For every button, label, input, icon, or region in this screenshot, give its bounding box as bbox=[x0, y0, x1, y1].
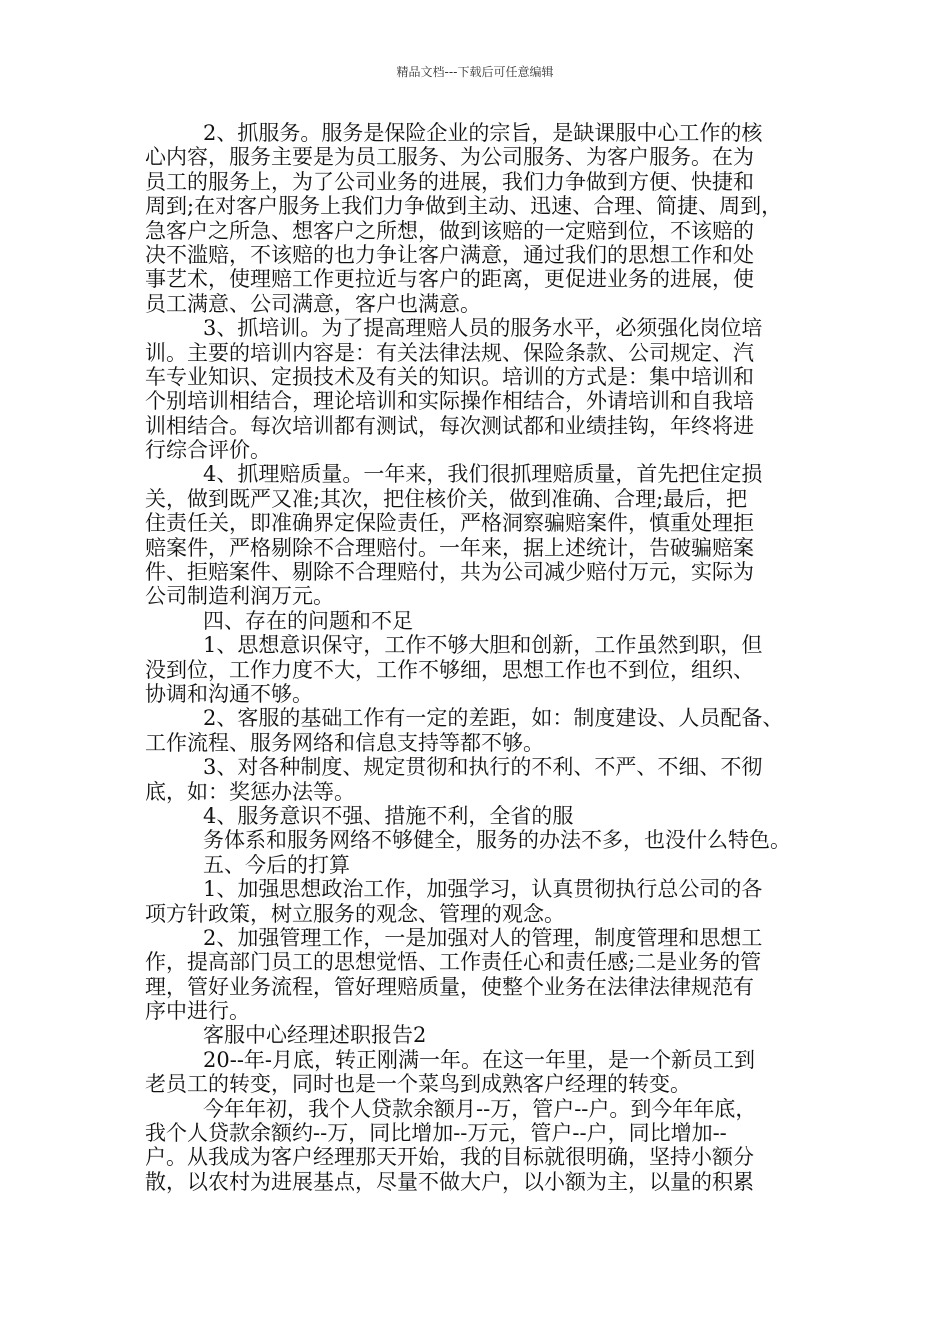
text-line: 4、抓理赔质量。一年来，我们很抓理赔质量，首先把住定损 bbox=[203, 462, 763, 487]
text-line: 底，如：奖惩办法等。 bbox=[145, 779, 355, 804]
text-line: 车专业知识、定损技术及有关的知识。培训的方式是：集中培训和 bbox=[145, 364, 754, 389]
text-line: 3、对各种制度、规定贯彻和执行的不利、不严、不细、不彻 bbox=[203, 755, 763, 780]
text-line: 理，管好业务流程，管好理赔质量，使整个业务在法律法律规范有 bbox=[145, 974, 754, 999]
text-line: 四、存在的问题和不足 bbox=[203, 608, 413, 633]
text-line: 作，提高部门员工的思想觉悟、工作责任心和责任感;二是业务的管 bbox=[145, 950, 762, 975]
text-line: 训。主要的培训内容是：有关法律法规、保险条款、公司规定、汽 bbox=[145, 340, 754, 365]
text-line: 五、今后的打算 bbox=[203, 852, 350, 877]
text-line: 20--年-月底，转正刚满一年。在这一年里，是一个新员工到 bbox=[203, 1047, 756, 1072]
text-line: 我个人贷款余额约--万，同比增加--万元，管户--户，同比增加-- bbox=[145, 1121, 727, 1146]
text-line: 员工满意、公司满意，客户也满意。 bbox=[145, 291, 481, 316]
text-line: 2、抓服务。服务是保险企业的宗旨，是缺课服中心工作的核 bbox=[203, 121, 763, 145]
text-line: 周到;在对客户服务上我们力争做到主动、迅速、合理、简捷、周到， bbox=[145, 194, 783, 219]
text-line: 行综合评价。 bbox=[145, 438, 271, 463]
text-line: 序中进行。 bbox=[145, 999, 250, 1024]
text-line: 老员工的转变，同时也是一个菜鸟到成熟客户经理的转变。 bbox=[145, 1072, 691, 1097]
text-line: 没到位，工作力度不大，工作不够细，思想工作也不到位，组织、 bbox=[145, 657, 754, 682]
text-line: 公司制造利润万元。 bbox=[145, 584, 334, 609]
text-line: 赔案件，严格剔除不合理赔付。一年来，据上述统计，告破骗赔案 bbox=[145, 535, 754, 560]
document-body bbox=[145, 121, 825, 1194]
text-line: 决不滥赔，不该赔的也力争让客户满意，通过我们的思想工作和处 bbox=[145, 242, 754, 267]
text-line: 急客户之所急、想客户之所想，做到该赔的一定赔到位，不该赔的 bbox=[145, 218, 754, 243]
text-line: 事艺术，使理赔工作更拉近与客户的距离，更促进业务的进展，使 bbox=[145, 267, 754, 292]
text-line: 心内容，服务主要是为员工服务、为公司服务、为客户服务。在为 bbox=[145, 145, 754, 170]
text-line: 项方针政策，树立服务的观念、管理的观念。 bbox=[145, 901, 565, 926]
text-line: 2、客服的基础工作有一定的差距，如：制度建设、人员配备、 bbox=[203, 706, 784, 731]
text-line: 件、拒赔案件、剔除不合理赔付，共为公司减少赔付万元，实际为 bbox=[145, 560, 754, 585]
text-line: 协调和沟通不够。 bbox=[145, 681, 313, 706]
page-header: 精品文档---下载后可任意编辑 bbox=[396, 65, 554, 79]
text-line: 今年年初，我个人贷款余额月--万，管户--户。到今年年底， bbox=[203, 1096, 757, 1121]
text-line: 工作流程、服务网络和信息支持等都不够。 bbox=[145, 730, 544, 755]
text-line: 3、抓培训。为了提高理赔人员的服务水平，必须强化岗位培 bbox=[203, 316, 763, 341]
text-line: 户。从我成为客户经理那天开始，我的目标就很明确，坚持小额分 bbox=[145, 1145, 754, 1170]
text-line: 个别培训相结合，理论培训和实际操作相结合，外请培训和自我培 bbox=[145, 389, 754, 414]
text-line: 务体系和服务网络不够健全，服务的办法不多，也没什么特色。 bbox=[203, 828, 791, 853]
text-line: 住责任关，即准确界定保险责任，严格洞察骗赔案件，慎重处理拒 bbox=[145, 511, 754, 536]
text-line: 客服中心经理述职报告2 bbox=[203, 1023, 427, 1048]
text-line: 散，以农村为进展基点，尽量不做大户，以小额为主，以量的积累 bbox=[145, 1169, 754, 1194]
text-line: 员工的服务上，为了公司业务的进展，我们力争做到方便、快捷和 bbox=[145, 169, 754, 194]
text-line: 关，做到既严又准;其次，把住核价关，做到准确、合理;最后，把 bbox=[145, 486, 748, 511]
text-line: 训相结合。每次培训都有测试，每次测试都和业绩挂钩，年终将进 bbox=[145, 413, 754, 438]
text-line: 1、加强思想政治工作，加强学习，认真贯彻执行总公司的各 bbox=[203, 877, 763, 902]
text-line: 1、思想意识保守，工作不够大胆和创新，工作虽然到职，但 bbox=[203, 633, 763, 658]
text-line: 4、服务意识不强、措施不利，全省的服 bbox=[203, 803, 574, 828]
text-line: 2、加强管理工作，一是加强对人的管理，制度管理和思想工 bbox=[203, 925, 763, 950]
